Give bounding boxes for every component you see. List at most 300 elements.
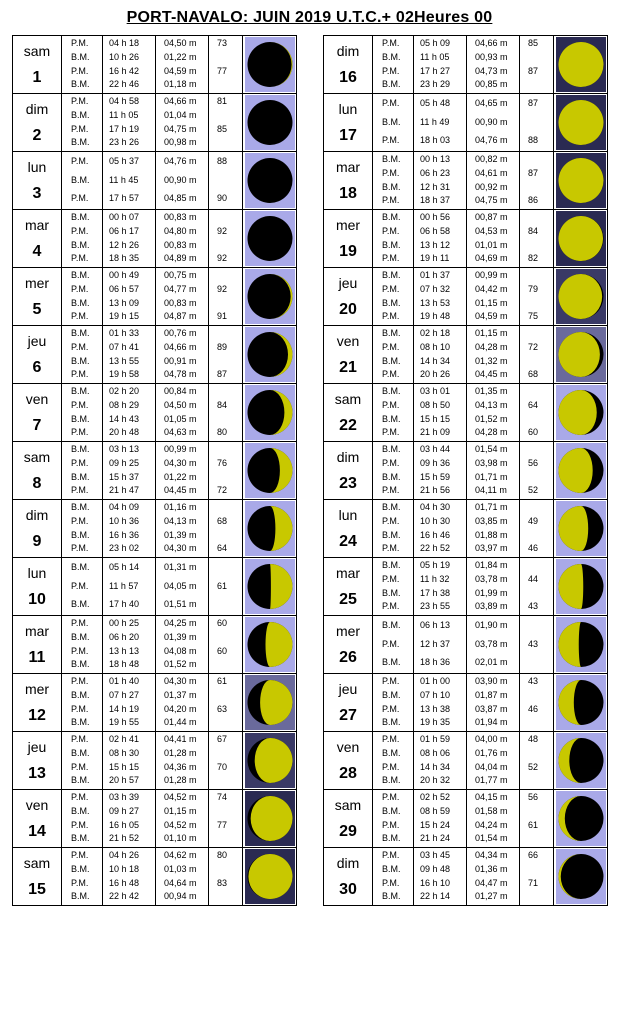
moon-phase-cell bbox=[243, 326, 297, 384]
tide-height: 01,39 m bbox=[164, 631, 197, 642]
tide-type: B.M. bbox=[71, 471, 90, 482]
tide-coefficient: 82 bbox=[528, 253, 539, 264]
tide-time-cell bbox=[103, 94, 156, 152]
tide-type: B.M. bbox=[382, 79, 401, 90]
moon-phase-icon bbox=[556, 385, 606, 440]
tide-type: B.M. bbox=[71, 631, 90, 642]
tide-height: 04,42 m bbox=[475, 283, 508, 294]
tide-time: 07 h 32 bbox=[420, 283, 451, 294]
tide-type: B.M. bbox=[71, 863, 90, 874]
weekday-label: mer bbox=[24, 680, 50, 697]
day-row bbox=[13, 152, 297, 210]
tide-height: 04,77 m bbox=[164, 283, 197, 294]
tide-time: 17 h 40 bbox=[109, 599, 140, 610]
tide-type: B.M. bbox=[382, 775, 401, 786]
tide-type: P.M. bbox=[382, 341, 400, 352]
weekday-label: ven bbox=[336, 738, 360, 755]
moon-phase-icon bbox=[245, 153, 295, 208]
moon-phase-cell bbox=[243, 94, 297, 152]
tide-time: 22 h 42 bbox=[109, 891, 140, 902]
tide-type-cell bbox=[373, 558, 414, 616]
tide-type: P.M. bbox=[71, 156, 89, 167]
tide-type: P.M. bbox=[71, 123, 89, 134]
tide-height-cell bbox=[156, 848, 209, 906]
tide-height-cell bbox=[467, 616, 520, 674]
tide-height: 04,13 m bbox=[164, 515, 197, 526]
tide-height: 01,22 m bbox=[164, 471, 197, 482]
tide-height: 03,97 m bbox=[475, 543, 508, 554]
tide-height-cell bbox=[467, 36, 520, 94]
day-row bbox=[324, 326, 608, 384]
tide-coefficient: 87 bbox=[217, 369, 228, 380]
tide-coefficient bbox=[209, 327, 242, 341]
tide-height: 04,85 m bbox=[164, 193, 197, 204]
tide-time-cell bbox=[414, 94, 467, 152]
tide-coefficient: 85 bbox=[217, 123, 228, 134]
tide-time: 16 h 36 bbox=[109, 529, 140, 540]
tide-height: 00,82 m bbox=[475, 154, 508, 165]
tide-coefficient-cell bbox=[520, 210, 554, 268]
moon-phase-icon bbox=[245, 269, 295, 324]
moon-phase-cell bbox=[554, 442, 608, 500]
tide-height: 01,94 m bbox=[475, 717, 508, 728]
tide-height: 04,45 m bbox=[475, 369, 508, 380]
tide-coefficient-cell bbox=[209, 94, 243, 152]
moon-phase-icon bbox=[245, 443, 295, 498]
moon-phase-cell bbox=[243, 210, 297, 268]
tide-type: B.M. bbox=[382, 239, 401, 250]
day-row bbox=[324, 268, 608, 326]
tide-time: 18 h 37 bbox=[420, 195, 451, 206]
tide-time: 06 h 57 bbox=[109, 283, 140, 294]
tide-type: P.M. bbox=[71, 253, 89, 264]
tide-type-cell bbox=[62, 442, 103, 500]
tide-time: 00 h 13 bbox=[420, 154, 451, 165]
day-cell bbox=[324, 674, 373, 732]
day-row bbox=[13, 94, 297, 152]
tide-height: 04,52 m bbox=[164, 819, 197, 830]
tide-time-cell bbox=[103, 790, 156, 848]
tide-coefficient-cell bbox=[520, 326, 554, 384]
tide-coefficient: 91 bbox=[217, 311, 228, 322]
moon-phase-cell bbox=[554, 848, 608, 906]
tide-coefficient: 49 bbox=[528, 515, 539, 526]
tide-type: P.M. bbox=[382, 225, 400, 236]
tide-type-cell bbox=[62, 326, 103, 384]
day-row bbox=[324, 848, 608, 906]
moon-phase-icon bbox=[245, 501, 295, 556]
moon-phase-icon bbox=[245, 791, 295, 846]
tide-type: B.M. bbox=[382, 805, 401, 816]
day-cell bbox=[13, 732, 62, 790]
tide-time-cell bbox=[414, 268, 467, 326]
tide-time: 11 h 49 bbox=[420, 116, 450, 127]
tide-time-cell bbox=[414, 442, 467, 500]
day-number: 8 bbox=[32, 474, 42, 492]
tide-height: 04,13 m bbox=[475, 399, 508, 410]
tide-coefficient: 75 bbox=[528, 311, 539, 322]
moon-phase-cell bbox=[554, 268, 608, 326]
tide-height: 00,92 m bbox=[475, 181, 508, 192]
tide-coefficient bbox=[520, 269, 553, 283]
tide-type: B.M. bbox=[382, 212, 401, 223]
tide-coefficient: 64 bbox=[217, 543, 228, 554]
moon-phase-icon bbox=[556, 95, 606, 150]
weekday-label: mer bbox=[335, 216, 361, 233]
tide-coefficient bbox=[209, 805, 242, 819]
day-number: 19 bbox=[339, 242, 357, 260]
day-cell bbox=[13, 790, 62, 848]
day-number: 5 bbox=[32, 300, 42, 318]
day-row bbox=[324, 384, 608, 442]
tide-time: 22 h 46 bbox=[109, 79, 140, 90]
tide-coefficient: 56 bbox=[528, 792, 539, 803]
day-cell bbox=[324, 500, 373, 558]
tide-coefficient bbox=[520, 327, 553, 341]
tide-type: P.M. bbox=[71, 580, 89, 591]
tide-coefficient bbox=[520, 716, 553, 730]
tide-time-cell bbox=[103, 442, 156, 500]
weekday-label: sam bbox=[334, 390, 362, 407]
moon-phase-icon bbox=[245, 385, 295, 440]
tide-type-cell bbox=[62, 616, 103, 674]
weekday-label: ven bbox=[336, 332, 360, 349]
day-number: 29 bbox=[339, 822, 357, 840]
day-row bbox=[13, 558, 297, 616]
tide-coefficient: 52 bbox=[528, 761, 539, 772]
tide-time: 14 h 34 bbox=[420, 355, 451, 366]
tide-type: P.M. bbox=[71, 65, 89, 76]
tide-time: 18 h 36 bbox=[420, 657, 451, 668]
moon-phase-cell bbox=[243, 152, 297, 210]
weekday-label: lun bbox=[27, 564, 47, 581]
tide-coefficient bbox=[209, 109, 242, 123]
tide-height: 00,98 m bbox=[164, 137, 197, 148]
moon-phase-icon bbox=[556, 559, 606, 614]
tide-time: 02 h 41 bbox=[109, 734, 140, 745]
tide-type: B.M. bbox=[71, 212, 90, 223]
tide-height-cell bbox=[467, 268, 520, 326]
tide-coefficient: 90 bbox=[217, 193, 228, 204]
tide-type: P.M. bbox=[71, 369, 89, 380]
tide-time: 16 h 05 bbox=[109, 819, 140, 830]
tide-height-cell bbox=[156, 326, 209, 384]
tide-time: 18 h 48 bbox=[109, 659, 140, 670]
tide-height-cell bbox=[467, 732, 520, 790]
tide-coefficient-cell bbox=[209, 36, 243, 94]
tide-time: 13 h 12 bbox=[420, 239, 451, 250]
tide-height: 01,54 m bbox=[475, 444, 508, 455]
tide-coefficient: 52 bbox=[528, 485, 539, 496]
tide-type: B.M. bbox=[71, 805, 90, 816]
tide-type: B.M. bbox=[71, 174, 90, 185]
tide-height: 04,24 m bbox=[475, 819, 508, 830]
tide-time: 02 h 18 bbox=[420, 328, 451, 339]
tide-type: P.M. bbox=[71, 645, 89, 656]
tide-type: B.M. bbox=[71, 659, 90, 670]
tide-coefficient bbox=[209, 413, 242, 427]
tide-height-cell bbox=[467, 94, 520, 152]
tide-height: 00,76 m bbox=[164, 328, 197, 339]
tide-time: 12 h 37 bbox=[420, 638, 451, 649]
tide-time-cell bbox=[103, 674, 156, 732]
tide-coefficient bbox=[209, 471, 242, 485]
tide-height: 00,83 m bbox=[164, 239, 197, 250]
tide-height-cell bbox=[156, 790, 209, 848]
tide-time: 18 h 35 bbox=[109, 253, 140, 264]
tide-time-cell bbox=[103, 384, 156, 442]
tide-type-cell bbox=[62, 790, 103, 848]
tide-type: P.M. bbox=[382, 38, 400, 49]
tide-coefficient bbox=[209, 598, 242, 612]
weekday-label: mar bbox=[335, 564, 361, 581]
tide-height: 01,77 m bbox=[475, 775, 508, 786]
tide-time: 12 h 26 bbox=[109, 239, 140, 250]
weekday-label: jeu bbox=[27, 332, 47, 349]
tide-time: 08 h 59 bbox=[420, 805, 451, 816]
tide-coefficient bbox=[520, 774, 553, 788]
tide-time: 17 h 19 bbox=[109, 123, 140, 134]
tide-height: 04,47 m bbox=[475, 877, 508, 888]
tide-height: 01,01 m bbox=[475, 239, 508, 250]
tide-time-cell bbox=[414, 152, 467, 210]
moon-phase-cell bbox=[243, 558, 297, 616]
tide-height: 01,18 m bbox=[164, 79, 197, 90]
tide-height: 01,90 m bbox=[475, 620, 508, 631]
tide-time: 06 h 17 bbox=[109, 225, 140, 236]
tide-height: 04,50 m bbox=[164, 399, 197, 410]
tide-height: 01,10 m bbox=[164, 833, 197, 844]
tide-type-cell bbox=[373, 848, 414, 906]
tide-height: 04,78 m bbox=[164, 369, 197, 380]
tide-height: 03,89 m bbox=[475, 601, 508, 612]
weekday-label: dim bbox=[25, 506, 49, 523]
moon-phase-icon bbox=[245, 211, 295, 266]
tide-time: 20 h 57 bbox=[109, 775, 140, 786]
weekday-label: lun bbox=[27, 158, 47, 175]
day-cell bbox=[324, 36, 373, 94]
tide-coefficient: 70 bbox=[217, 761, 228, 772]
tide-height: 04,04 m bbox=[475, 761, 508, 772]
tide-type: P.M. bbox=[71, 427, 89, 438]
tide-type: B.M. bbox=[71, 355, 90, 366]
tide-time: 04 h 09 bbox=[109, 502, 140, 513]
tide-type: P.M. bbox=[71, 311, 89, 322]
tide-height: 01,99 m bbox=[475, 587, 508, 598]
tide-coefficient: 88 bbox=[217, 156, 228, 167]
weekday-label: mer bbox=[335, 622, 361, 639]
tide-type: P.M. bbox=[71, 283, 89, 294]
tide-coefficient-cell bbox=[520, 732, 554, 790]
weekday-label: dim bbox=[336, 448, 360, 465]
tide-time: 22 h 52 bbox=[420, 543, 451, 554]
day-cell bbox=[324, 616, 373, 674]
tide-height: 01,27 m bbox=[475, 891, 508, 902]
tide-type: B.M. bbox=[382, 587, 401, 598]
tide-type: P.M. bbox=[71, 38, 89, 49]
tide-coefficient bbox=[209, 174, 242, 188]
tide-type: B.M. bbox=[382, 386, 401, 397]
day-number: 23 bbox=[339, 474, 357, 492]
tide-coefficient: 46 bbox=[528, 703, 539, 714]
tide-time: 11 h 57 bbox=[109, 580, 139, 591]
tide-height: 00,91 m bbox=[164, 355, 197, 366]
tide-coefficient: 87 bbox=[528, 167, 539, 178]
tide-time: 18 h 03 bbox=[420, 135, 451, 146]
moon-dark-disc bbox=[247, 158, 292, 203]
moon-phase-cell bbox=[554, 210, 608, 268]
tide-type-cell bbox=[373, 152, 414, 210]
tide-type-cell bbox=[62, 848, 103, 906]
tide-time-cell bbox=[414, 558, 467, 616]
tide-time-cell bbox=[414, 210, 467, 268]
tide-height: 04,41 m bbox=[164, 734, 197, 745]
tide-time-cell bbox=[414, 848, 467, 906]
tide-time-cell bbox=[414, 36, 467, 94]
moon-phase-icon bbox=[245, 327, 295, 382]
tide-height: 01,52 m bbox=[475, 413, 508, 424]
tide-height: 00,99 m bbox=[475, 270, 508, 281]
tide-type: B.M. bbox=[71, 270, 90, 281]
tide-coefficient: 80 bbox=[217, 850, 228, 861]
tide-height: 00,93 m bbox=[475, 51, 508, 62]
tide-time-cell bbox=[103, 558, 156, 616]
tide-time: 19 h 11 bbox=[420, 253, 450, 264]
tide-coefficient bbox=[520, 153, 553, 167]
tide-time: 23 h 02 bbox=[109, 543, 140, 554]
moon-phase-cell bbox=[554, 326, 608, 384]
tide-time: 03 h 39 bbox=[109, 792, 140, 803]
tide-coefficient: 61 bbox=[217, 676, 228, 687]
tide-type: P.M. bbox=[71, 618, 89, 629]
tide-type: B.M. bbox=[382, 502, 401, 513]
day-cell bbox=[13, 94, 62, 152]
tide-height: 04,61 m bbox=[475, 167, 508, 178]
tide-coefficient bbox=[209, 747, 242, 761]
tide-coefficient: 71 bbox=[528, 877, 539, 888]
day-cell bbox=[13, 558, 62, 616]
tide-height: 04,66 m bbox=[164, 341, 197, 352]
weekday-label: sam bbox=[23, 854, 51, 871]
tide-time: 08 h 29 bbox=[109, 399, 140, 410]
tide-height: 01,32 m bbox=[475, 355, 508, 366]
tide-height-cell bbox=[467, 500, 520, 558]
tide-coefficient bbox=[520, 656, 553, 670]
tide-coefficient bbox=[520, 863, 553, 877]
tide-time: 13 h 13 bbox=[109, 645, 140, 656]
tide-coefficient-cell bbox=[209, 616, 243, 674]
weekday-label: ven bbox=[25, 390, 49, 407]
tide-time: 23 h 55 bbox=[420, 601, 451, 612]
moon-phase-cell bbox=[243, 500, 297, 558]
tide-coefficient bbox=[520, 413, 553, 427]
day-number: 11 bbox=[28, 648, 46, 666]
day-number: 27 bbox=[339, 706, 357, 724]
page-title: PORT-NAVALO: JUIN 2019 U.T.C.+ 02Heures 00 bbox=[126, 9, 493, 26]
moon-phase-icon bbox=[556, 733, 606, 788]
weekday-label: dim bbox=[336, 854, 360, 871]
day-cell bbox=[13, 152, 62, 210]
tide-type: B.M. bbox=[382, 560, 401, 571]
day-number: 3 bbox=[32, 184, 42, 202]
tide-coefficient bbox=[520, 689, 553, 703]
tide-type: B.M. bbox=[382, 328, 401, 339]
tide-coefficient: 77 bbox=[217, 819, 228, 830]
tide-type: P.M. bbox=[71, 819, 89, 830]
tide-coefficient: 46 bbox=[528, 543, 539, 554]
tide-height: 01,88 m bbox=[475, 529, 508, 540]
tide-type: P.M. bbox=[71, 193, 89, 204]
tide-height: 04,66 m bbox=[164, 96, 197, 107]
tide-time: 09 h 36 bbox=[420, 457, 451, 468]
tide-type: P.M. bbox=[71, 341, 89, 352]
tide-height-cell bbox=[156, 442, 209, 500]
tide-coefficient: 84 bbox=[528, 225, 539, 236]
tide-type: P.M. bbox=[382, 65, 400, 76]
weekday-label: lun bbox=[338, 100, 358, 117]
tide-height-cell bbox=[467, 674, 520, 732]
tide-height-cell bbox=[156, 558, 209, 616]
moon-phase-cell bbox=[554, 94, 608, 152]
day-cell bbox=[13, 268, 62, 326]
moon-phase-cell bbox=[243, 616, 297, 674]
tide-type-cell bbox=[373, 36, 414, 94]
tide-type: B.M. bbox=[382, 116, 401, 127]
tide-type: P.M. bbox=[71, 515, 89, 526]
tide-height: 04,36 m bbox=[164, 761, 197, 772]
moon-phase-icon bbox=[556, 37, 606, 92]
tide-type-cell bbox=[62, 94, 103, 152]
tide-time-cell bbox=[103, 210, 156, 268]
tide-coefficient bbox=[209, 529, 242, 543]
day-cell bbox=[324, 442, 373, 500]
tide-time: 00 h 56 bbox=[420, 212, 451, 223]
tide-coefficient: 43 bbox=[528, 638, 539, 649]
tide-time: 15 h 24 bbox=[420, 819, 451, 830]
tide-time: 19 h 15 bbox=[109, 311, 140, 322]
tide-coefficient bbox=[520, 587, 553, 601]
day-row bbox=[13, 732, 297, 790]
tide-coefficient: 61 bbox=[217, 580, 228, 591]
tide-height-cell bbox=[467, 848, 520, 906]
tide-coefficient-cell bbox=[209, 790, 243, 848]
tide-time-cell bbox=[103, 152, 156, 210]
tide-coefficient bbox=[209, 443, 242, 457]
weekday-label: ven bbox=[25, 796, 49, 813]
moon-phase-cell bbox=[243, 674, 297, 732]
tide-coefficient-cell bbox=[520, 442, 554, 500]
tide-height: 04,00 m bbox=[475, 734, 508, 745]
tide-time: 01 h 59 bbox=[420, 734, 451, 745]
tide-time: 08 h 30 bbox=[109, 747, 140, 758]
tide-height-cell bbox=[156, 152, 209, 210]
tide-type: B.M. bbox=[382, 51, 401, 62]
moon-phase-cell bbox=[554, 500, 608, 558]
tide-height-cell bbox=[467, 558, 520, 616]
tide-type: P.M. bbox=[382, 427, 400, 438]
tide-coefficient bbox=[209, 716, 242, 730]
day-row bbox=[13, 790, 297, 848]
tide-height: 01,28 m bbox=[164, 747, 197, 758]
tide-type-cell bbox=[62, 732, 103, 790]
tide-height: 04,34 m bbox=[475, 850, 508, 861]
day-number: 2 bbox=[32, 126, 42, 144]
tide-type: P.M. bbox=[71, 850, 89, 861]
tide-height: 03,90 m bbox=[475, 676, 508, 687]
tide-coefficient bbox=[209, 561, 242, 575]
tide-time: 07 h 27 bbox=[109, 689, 140, 700]
tide-height: 03,85 m bbox=[475, 515, 508, 526]
